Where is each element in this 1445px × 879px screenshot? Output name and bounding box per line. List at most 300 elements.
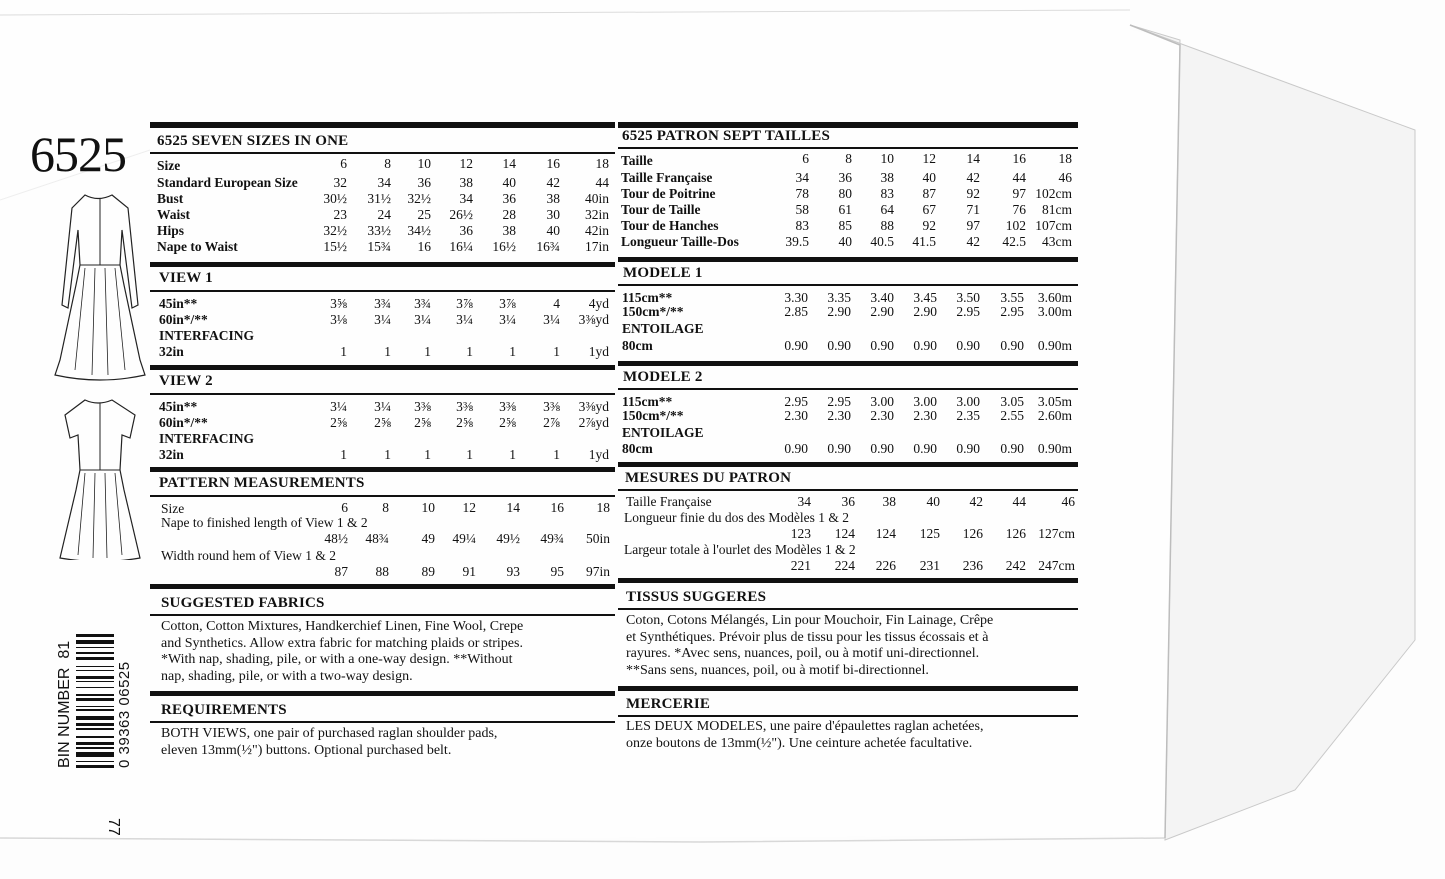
table-cell: 3⅝: [330, 296, 347, 311]
tissus-line: Coton, Cotons Mélangés, Lin pour Mouchoir, Fin Lainage, Crêpe: [626, 613, 994, 628]
rule: [150, 584, 615, 589]
table-cell: 6: [802, 151, 809, 166]
table-cell: 3.45: [913, 290, 937, 305]
table-cell: 44: [1012, 494, 1026, 509]
table-cell: 3.60m: [1037, 290, 1072, 305]
table-cell: 221: [790, 558, 811, 573]
row-label: INTERFACING: [159, 431, 255, 446]
table-cell: 3.00m: [1037, 304, 1072, 319]
table-cell: 76: [1012, 202, 1026, 217]
table-cell: 38: [502, 223, 516, 238]
table-cell: 3¼: [499, 312, 516, 327]
table-cell: 32½: [407, 191, 431, 206]
table-cell: 25: [417, 207, 431, 222]
row-label: Waist: [157, 207, 191, 222]
row-label: 32in: [159, 447, 184, 462]
barcode-bar: [76, 681, 114, 683]
barcode-bar: [76, 716, 114, 721]
table-cell: 3¼: [456, 312, 473, 327]
table-cell: 92: [922, 218, 936, 233]
barcode-bar: [76, 652, 114, 654]
table-cell: 4yd: [588, 296, 609, 311]
table-cell: 48½: [324, 531, 348, 546]
table-cell: 107cm: [1035, 218, 1072, 233]
table-cell: 0.90: [1000, 441, 1024, 456]
table-cell: 42: [546, 175, 560, 190]
table-cell: 87: [922, 186, 936, 201]
rule: [150, 152, 615, 154]
table-cell: 2.35: [956, 408, 980, 423]
table-cell: 16: [1012, 151, 1026, 166]
table-cell: 15¾: [367, 239, 391, 254]
table-cell: 64: [880, 202, 894, 217]
row-label: Nape to Waist: [157, 239, 238, 254]
table-cell: 14: [966, 151, 980, 166]
table-cell: 3.50: [956, 290, 980, 305]
table-cell: 3⅜yd: [578, 312, 609, 327]
table-cell: 33½: [367, 223, 391, 238]
tissus-line: et Synthétiques. Prévoir plus de tissu pour les tissus écossais et à: [626, 629, 989, 645]
table-cell: 18: [1058, 151, 1072, 166]
table-cell: 71: [966, 202, 980, 217]
barcode-bar: [76, 694, 114, 696]
table-cell: 2⅞yd: [578, 415, 609, 430]
table-cell: 2.95: [784, 394, 808, 409]
table-cell: 3¾: [414, 296, 431, 311]
table-cell: 38: [882, 494, 896, 509]
barcode-bar: [76, 709, 114, 711]
table-cell: 44: [595, 175, 609, 190]
table-cell: 1: [553, 447, 560, 462]
table-cell: 2⅞: [543, 415, 560, 430]
table-cell: 102cm: [1035, 186, 1072, 201]
table-cell: 15½: [323, 239, 347, 254]
bin-label: [56, 641, 74, 768]
table-cell: 1: [340, 344, 347, 359]
table-cell: 3¼: [330, 399, 347, 414]
barcode-bar: [76, 670, 114, 672]
tissus-text: [626, 613, 1076, 679]
barcode-bar: [76, 676, 114, 679]
tissus-line: **Sans sens, nuances, poil, ou à motif bi-directionnel.: [626, 662, 929, 678]
row-label: Tour de Poitrine: [621, 186, 716, 201]
table-cell: 0.90: [913, 338, 937, 353]
table-cell: 50in: [585, 531, 610, 546]
table-cell: 46: [1061, 494, 1075, 509]
table-cell: 39.5: [785, 234, 809, 249]
bin-label-text: BIN NUMBER: [56, 667, 73, 768]
table-cell: 2.85: [784, 304, 808, 319]
table-cell: 83: [795, 218, 809, 233]
table-cell: 3.00: [913, 394, 937, 409]
table-cell: 3.55: [1000, 290, 1024, 305]
barcode-bar: [76, 723, 114, 726]
table-cell: 3¼: [543, 312, 560, 327]
mercerie-text: [626, 719, 1076, 752]
table-cell: 3.30: [784, 290, 808, 305]
table-cell: 78: [795, 186, 809, 201]
table-cell: 36: [459, 223, 473, 238]
table-cell: 2.95: [956, 304, 980, 319]
table-cell: 40: [926, 494, 940, 509]
table-cell: 58: [795, 202, 809, 217]
rule: [150, 122, 615, 128]
table-cell: 6: [341, 500, 348, 515]
table-cell: 40: [502, 175, 516, 190]
rule: [618, 462, 1078, 467]
row-label: Tour de Taille: [621, 202, 701, 217]
pm-hem-label: Width round hem of View 1 & 2: [161, 548, 336, 563]
table-cell: 3⅛: [330, 312, 347, 327]
requirements-line: BOTH VIEWS, one pair of purchased raglan shoulder pads,: [161, 726, 498, 741]
table-cell: 226: [875, 558, 896, 573]
table-cell: 123: [790, 526, 811, 541]
table-cell: 12: [459, 156, 473, 171]
table-cell: 16: [417, 239, 431, 254]
fabric-line: Cotton, Cotton Mixtures, Handkerchief Linen, Fine Wool, Crepe: [161, 619, 524, 634]
table-cell: 3¼: [374, 312, 391, 327]
table-cell: 40: [546, 223, 560, 238]
table-cell: 49½: [496, 531, 520, 546]
table-cell: 67: [922, 202, 936, 217]
table-cell: 10: [880, 151, 894, 166]
row-label: Hips: [157, 223, 185, 238]
table-cell: 2.95: [827, 394, 851, 409]
table-cell: 38: [546, 191, 560, 206]
requirements-title: REQUIREMENTS: [161, 702, 287, 718]
table-cell: 34: [797, 494, 811, 509]
table-cell: 231: [919, 558, 940, 573]
table-cell: 34½: [407, 223, 431, 238]
table-cell: 18: [596, 500, 610, 515]
table-cell: 0.90: [956, 441, 980, 456]
table-cell: 31½: [367, 191, 391, 206]
mercerie-title: MERCERIE: [626, 696, 711, 712]
row-label: ENTOILAGE: [622, 321, 704, 336]
tissus-title: TISSUS SUGGERES: [626, 589, 767, 605]
table-cell: 3¼: [414, 312, 431, 327]
table-cell: 12: [922, 151, 936, 166]
table-cell: 0.90: [913, 441, 937, 456]
table-cell: 1: [340, 447, 347, 462]
table-cell: 97: [1012, 186, 1026, 201]
table-cell: 1: [553, 344, 560, 359]
table-cell: 2.55: [1000, 408, 1024, 423]
table-cell: 88: [880, 218, 894, 233]
rule: [150, 365, 615, 370]
table-cell: 42in: [584, 223, 609, 238]
table-cell: 16¾: [536, 239, 560, 254]
table-cell: 3.00: [956, 394, 980, 409]
barcode-bar: [76, 728, 114, 730]
table-cell: 93: [506, 564, 520, 579]
row-label: 150cm*/**: [622, 304, 684, 319]
table-cell: 32in: [584, 207, 609, 222]
pm-nape-label: Nape to finished length of View 1 & 2: [161, 515, 368, 530]
row-label: 45in**: [159, 296, 198, 311]
table-cell: 2.90: [870, 304, 894, 319]
row-label: 45in**: [159, 399, 198, 414]
table-cell: 30: [546, 207, 560, 222]
table-cell: 1: [509, 344, 516, 359]
rule: [150, 393, 615, 395]
table-cell: 126: [1005, 526, 1026, 541]
table-cell: 80: [838, 186, 852, 201]
table-cell: 1: [466, 447, 473, 462]
table-cell: 0.90: [827, 338, 851, 353]
table-cell: 34: [459, 191, 473, 206]
table-cell: 3⅜: [456, 399, 473, 414]
barcode-block: [56, 598, 146, 768]
table-cell: 0.90: [784, 338, 808, 353]
barcode-bar: [76, 640, 114, 645]
table-cell: 124: [834, 526, 855, 541]
row-label: 115cm**: [622, 290, 673, 305]
table-cell: 83: [880, 186, 894, 201]
mercerie-line: onze boutons de 13mm(½"). Une ceinture achetée facultative.: [626, 735, 973, 751]
table-cell: 8: [845, 151, 852, 166]
table-cell: 3⅜: [543, 399, 560, 414]
table-cell: 16: [550, 500, 564, 515]
table-cell: 1: [466, 344, 473, 359]
rule: [150, 262, 615, 267]
barcode-bar: [76, 657, 114, 660]
table-cell: 125: [919, 526, 940, 541]
table-cell: 42: [966, 234, 980, 249]
table-cell: 89: [421, 564, 435, 579]
requirements-line: eleven 13mm(½") buttons. Optional purchased belt.: [161, 742, 452, 758]
table-cell: 2.30: [784, 408, 808, 423]
table-cell: 1: [509, 447, 516, 462]
pm-size-label: Size: [161, 501, 185, 516]
barcode-bar: [76, 666, 114, 668]
table-cell: 1: [424, 447, 431, 462]
table-cell: 16: [546, 156, 560, 171]
table-cell: 124: [875, 526, 896, 541]
rule: [618, 608, 1078, 610]
table-cell: 3⅜yd: [578, 399, 609, 414]
table-cell: 92: [966, 186, 980, 201]
rule: [618, 715, 1078, 717]
table-cell: 10: [417, 156, 431, 171]
fr-sizes-title: 6525 PATRON SEPT TAILLES: [622, 128, 831, 144]
table-cell: 49¾: [540, 531, 564, 546]
table-cell: 16½: [492, 239, 516, 254]
bin-number: 81: [56, 640, 73, 659]
table-cell: 0.90: [870, 338, 894, 353]
barcode-bar: [76, 687, 114, 689]
table-cell: 46: [1058, 170, 1072, 185]
table-cell: 0.90: [1000, 338, 1024, 353]
table-cell: 127cm: [1038, 526, 1075, 541]
barcode-bar: [76, 647, 114, 649]
table-cell: 42: [966, 170, 980, 185]
barcode-bar: [76, 742, 114, 745]
table-cell: 2⅝: [374, 415, 391, 430]
rule: [150, 614, 615, 616]
table-cell: 3⅜: [414, 399, 431, 414]
mesures-longueur-label: Longueur finie du dos des Modèles 1 & 2: [624, 510, 849, 525]
table-cell: 85: [838, 218, 852, 233]
barcode-bar: [76, 747, 114, 749]
table-cell: 88: [375, 564, 389, 579]
table-cell: 97: [966, 218, 980, 233]
requirements-text: [161, 726, 621, 759]
table-cell: 0.90: [870, 441, 894, 456]
table-cell: 3.35: [827, 290, 851, 305]
table-cell: 1yd: [588, 344, 609, 359]
row-label: 150cm*/**: [622, 408, 684, 423]
table-cell: 1: [424, 344, 431, 359]
table-cell: 102: [1005, 218, 1026, 233]
table-cell: 40: [922, 170, 936, 185]
table-cell: 28: [502, 207, 516, 222]
pattern-number: 6525: [30, 126, 126, 182]
rule: [618, 578, 1078, 583]
table-cell: 1: [384, 447, 391, 462]
table-cell: 3.05m: [1037, 394, 1072, 409]
modele2-title: MODELE 2: [623, 369, 703, 385]
table-cell: 0.90: [956, 338, 980, 353]
table-cell: 3⅞: [456, 296, 473, 311]
row-label: ENTOILAGE: [622, 425, 704, 440]
view2-title: VIEW 2: [159, 373, 213, 389]
bottom-number: 77: [105, 818, 122, 836]
rule: [618, 284, 1078, 286]
table-cell: 48¾: [365, 531, 389, 546]
table-cell: 36: [417, 175, 431, 190]
rule: [150, 721, 615, 723]
fabric-line: and Synthetics. Allow extra fabric for matching plaids or stripes.: [161, 635, 523, 651]
mesures-title: MESURES DU PATRON: [625, 470, 792, 486]
table-cell: 4: [553, 296, 560, 311]
sizes-title: 6525 SEVEN SIZES IN ONE: [157, 133, 349, 149]
row-label: 115cm**: [622, 394, 673, 409]
table-cell: 8: [384, 156, 391, 171]
rule: [618, 257, 1078, 262]
table-cell: 2.30: [913, 408, 937, 423]
fabric-line: nap, shading, pile, or with a two-way design.: [161, 668, 413, 684]
barcode-bar: [76, 752, 114, 757]
table-cell: 17in: [584, 239, 609, 254]
row-label: 60in*/**: [159, 312, 208, 327]
table-cell: 87: [334, 564, 348, 579]
table-cell: 38: [880, 170, 894, 185]
table-cell: 44: [1012, 170, 1026, 185]
size-header-label: Taille: [621, 153, 653, 168]
table-cell: 3¼: [374, 399, 391, 414]
modele1-title: MODELE 1: [623, 265, 703, 281]
table-cell: 49: [421, 531, 435, 546]
table-cell: 24: [377, 207, 391, 222]
table-cell: 2.30: [827, 408, 851, 423]
table-cell: 42: [969, 494, 983, 509]
barcode-bar: [76, 761, 114, 763]
barcode-bar: [76, 634, 114, 637]
table-cell: 23: [333, 207, 347, 222]
rule: [150, 495, 615, 497]
table-cell: 2⅝: [499, 415, 516, 430]
table-cell: 6: [340, 156, 347, 171]
barcode-bar: [76, 706, 114, 708]
table-cell: 95: [550, 564, 564, 579]
view1-title: VIEW 1: [159, 270, 213, 286]
table-cell: 2.95: [1000, 304, 1024, 319]
barcode-digits: 0 39363 06525: [116, 661, 133, 768]
table-cell: 1yd: [588, 447, 609, 462]
table-cell: 2.30: [870, 408, 894, 423]
row-label: Tour de Hanches: [621, 218, 719, 233]
barcode-bar: [76, 736, 114, 738]
table-cell: 0.90m: [1037, 441, 1072, 456]
table-cell: 236: [962, 558, 983, 573]
row-label: Taille Française: [621, 170, 713, 185]
table-cell: 3.05: [1000, 394, 1024, 409]
table-cell: 3¾: [374, 296, 391, 311]
table-cell: 242: [1005, 558, 1026, 573]
table-cell: 41.5: [912, 234, 936, 249]
table-cell: 16¼: [449, 239, 473, 254]
table-cell: 30½: [323, 191, 347, 206]
table-cell: 42.5: [1002, 234, 1026, 249]
table-cell: 14: [502, 156, 516, 171]
table-cell: 2⅝: [414, 415, 431, 430]
table-cell: 36: [841, 494, 855, 509]
table-cell: 32½: [323, 223, 347, 238]
row-label: Standard European Size: [157, 175, 298, 190]
table-cell: 126: [962, 526, 983, 541]
mesures-size-label: Taille Française: [626, 494, 712, 509]
fabric-line: *With nap, shading, pile, or with a one-way design. **Without: [161, 652, 513, 667]
table-cell: 1: [384, 344, 391, 359]
tissus-line: rayures. *Avec sens, nuances, poil, ou à motif uni-directionnel.: [626, 646, 980, 661]
table-cell: 40.5: [870, 234, 894, 249]
row-label: INTERFACING: [159, 328, 255, 343]
table-cell: 81cm: [1042, 202, 1072, 217]
table-cell: 3⅜: [499, 399, 516, 414]
table-cell: 2.90: [827, 304, 851, 319]
table-cell: 43cm: [1042, 234, 1072, 249]
table-cell: 97in: [585, 564, 610, 579]
row-label: 80cm: [622, 338, 653, 353]
table-cell: 224: [834, 558, 855, 573]
table-cell: 2⅝: [330, 415, 347, 430]
table-cell: 61: [838, 202, 852, 217]
rule: [618, 489, 1078, 491]
rule: [150, 467, 615, 472]
row-label: Longueur Taille-Dos: [621, 234, 739, 249]
table-cell: 12: [462, 500, 476, 515]
row-label: 80cm: [622, 441, 653, 456]
table-cell: 26½: [449, 207, 473, 222]
barcode-bar: [76, 765, 114, 768]
table-cell: 2.90: [913, 304, 937, 319]
rule: [618, 361, 1078, 366]
table-cell: 2.60m: [1037, 408, 1072, 423]
table-cell: 0.90: [784, 441, 808, 456]
mercerie-line: LES DEUX MODELES, une paire d'épaulettes raglan achetées,: [626, 719, 984, 734]
table-cell: 38: [459, 175, 473, 190]
table-cell: 40in: [584, 191, 609, 206]
row-label: 32in: [159, 344, 184, 359]
table-cell: 34: [795, 170, 809, 185]
table-cell: 10: [421, 500, 435, 515]
suggested-fabrics-text: [161, 619, 621, 685]
table-cell: 3.40: [870, 290, 894, 305]
pattern-measurements-title: PATTERN MEASUREMENTS: [159, 475, 365, 491]
table-cell: 0.90m: [1037, 338, 1072, 353]
suggested-fabrics-title: SUGGESTED FABRICS: [161, 595, 325, 611]
